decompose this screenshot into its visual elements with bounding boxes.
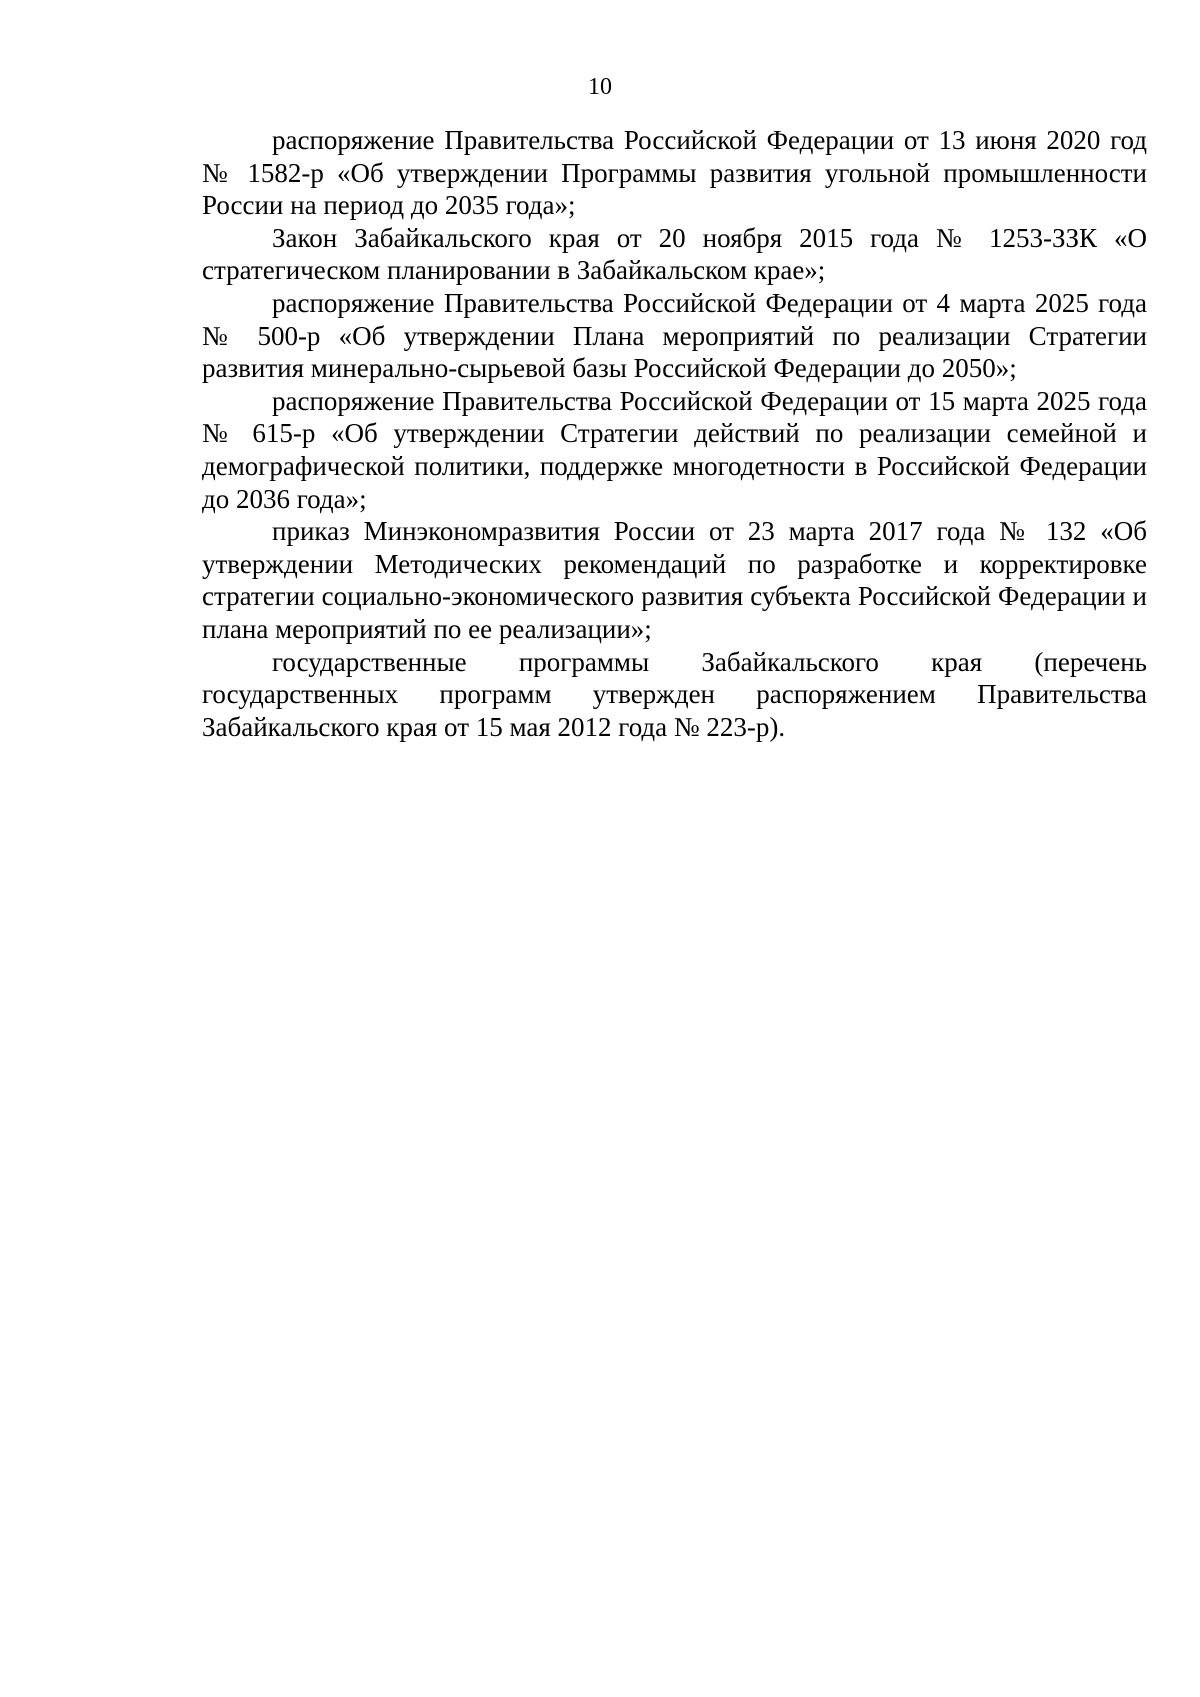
paragraph-demographic-strategy: распоряжение Правительства Российской Федерации от 15 марта 2025 года № 615-р «Об утверждении Стратегии действий по реализации семейной и демографической политики, поддержке многодетности в Российской Федерации до 2036 года»; [202,385,1147,514]
paragraph-state-programs: государственные программы Забайкальского края (перечень государственных программ утвержден распоряжением Правительства Забайкальского края от 15 мая 2012 года № 223-р). [202,646,1147,742]
document-body [202,124,1147,743]
paragraph-ministry-order: приказ Минэкономразвития России от 23 марта 2017 года № 132 «Об утверждении Методических рекомендаций по разработке и корректировке стратегии социально-экономического развития субъекта Российской Федерации и плана мероприятий по ее реализации»; [202,516,1147,644]
paragraph-strategic-planning-law: Закон Забайкальского края от 20 ноября 2015 года № 1253-ЗЗК «О стратегическом планировании в Забайкальском крае»; [202,222,1147,286]
page-number: 10 [588,74,612,100]
paragraph-coal-industry-program: распоряжение Правительства Российской Федерации от 13 июня 2020 год № 1582-р «Об утверждении Программы развития угольной промышленности России на период до 2035 года»; [202,125,1147,221]
paragraph-mineral-resource-plan: распоряжение Правительства Российской Федерации от 4 марта 2025 года № 500-р «Об утверждении Плана мероприятий по реализации Стратегии развития минерально-сырьевой базы Российской Федерации до 2050»; [202,287,1147,384]
